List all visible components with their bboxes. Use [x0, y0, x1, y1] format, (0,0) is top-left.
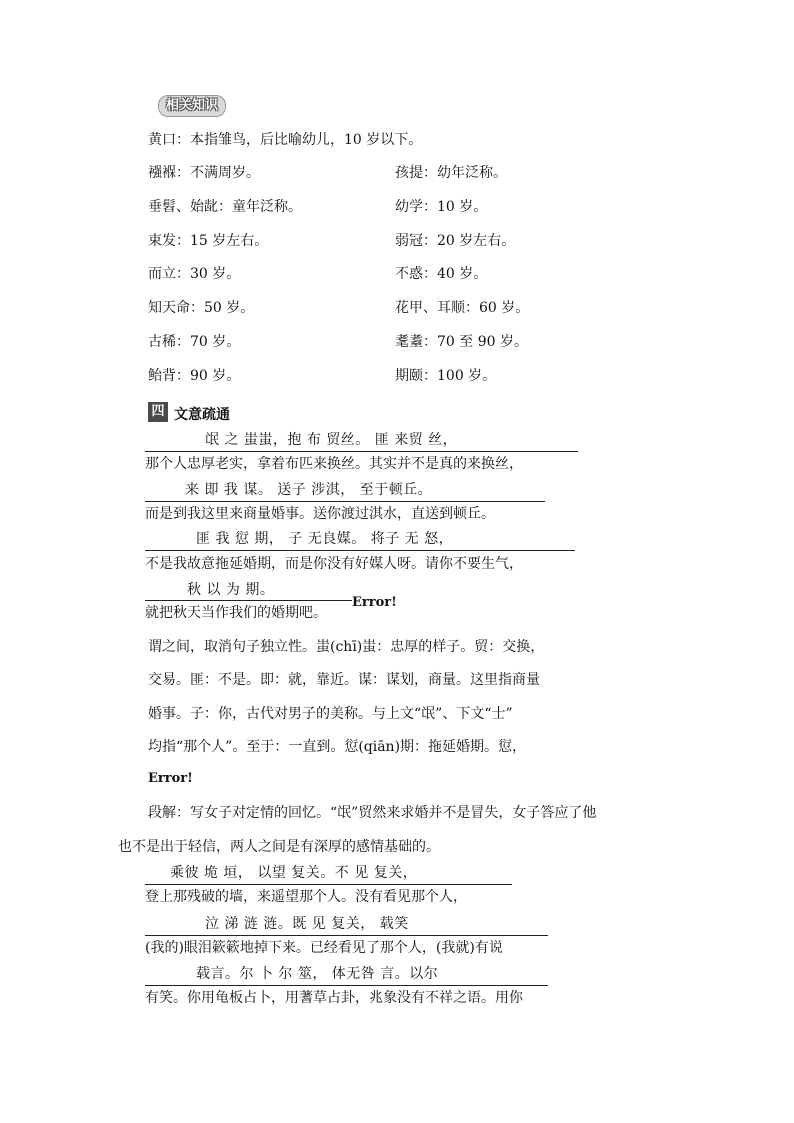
divider-line: [145, 550, 575, 551]
knowledge-left-item: 襁褓：不满周岁。: [148, 165, 260, 181]
related-knowledge-badge: 相关知识: [158, 95, 226, 117]
note-line: 均指“那个人”。至于：一直到。愆(qiān)期：拖延婚期。愆，: [148, 739, 527, 755]
knowledge-right-item: 期颐：100 岁。: [395, 368, 497, 384]
divider-line: [145, 451, 578, 452]
translation-line: 就把秋天当作我们的婚期吧。: [145, 605, 327, 621]
translation-line: 登上那残破的墙，来遥望那个人。没有看见那个人，: [145, 889, 467, 905]
note-line: 婚事。子：你，古代对男子的美称。与上文“氓”、下文“士”: [148, 706, 513, 722]
note-line: 交易。匪：不是。即：就，靠近。谋：谋划，商量。这里指商量: [148, 672, 540, 688]
divider-line: [145, 884, 512, 885]
knowledge-right-item: 不惑：40 岁。: [395, 266, 488, 282]
knowledge-right-item: 花甲、耳顺：60 岁。: [395, 300, 530, 316]
original-line: 来 即 我 谋。 送子 涉淇， 至于顿丘。: [185, 482, 433, 498]
original-line: 匪 我 愆 期， 子 无良媒。 将子 无 怒，: [196, 531, 454, 547]
error-label: Error!: [352, 595, 397, 610]
translation-line: 而是到我这里来商量婚事。送你渡过淇水，直送到顿丘。: [145, 506, 495, 522]
knowledge-right-item: 孩提：幼年泛称。: [395, 165, 507, 181]
translation-line: (我的)眼泪簌簌地掉下来。已经看见了那个人，(我就)有说: [145, 940, 503, 956]
translation-line: 不是我故意拖延婚期，而是你没有好媒人呀。请你不要生气，: [145, 556, 523, 572]
knowledge-right-item: 幼学：10 岁。: [395, 199, 488, 215]
knowledge-left-item: 束发：15 岁左右。: [148, 233, 269, 249]
translation-line: 那个人忠厚老实，拿着布匹来换丝。其实并不是真的来换丝，: [145, 456, 523, 472]
analysis-line: 段解：写女子对定情的回忆。“氓”贸然来求婚并不是冒失，女子答应了他: [148, 805, 597, 821]
knowledge-right-item: 弱冠：20 岁左右。: [395, 233, 516, 249]
analysis-line: 也不是出于轻信，两人之间是有深厚的感情基础的。: [118, 839, 440, 855]
divider-line: [145, 501, 545, 502]
knowledge-left-item: 而立：30 岁。: [148, 266, 241, 282]
original-line: 秋 以 为 期。: [187, 582, 275, 598]
knowledge-left-item: 古稀：70 岁。: [148, 334, 241, 350]
knowledge-right-item: 耄耋：70 至 90 岁。: [395, 334, 528, 350]
translation-line: 有笑。你用龟板占卜，用蓍草占卦，兆象没有不祥之语。用你: [145, 990, 523, 1006]
knowledge-left-item: 垂髫、始龀：童年泛称。: [148, 199, 302, 215]
divider-line: [145, 985, 548, 986]
original-line: 乘彼 垝 垣， 以望 复关。不 见 复关，: [170, 865, 418, 881]
knowledge-left-item: 知天命：50 岁。: [148, 300, 255, 316]
original-line: 泣 涕 涟 涟。既 见 复关， 载笑: [205, 916, 409, 932]
knowledge-huangkou: 黄口：本指雏鸟，后比喻幼儿，10 岁以下。: [148, 132, 423, 148]
section-number: 四: [148, 402, 168, 422]
section-title: 文意疏通: [174, 407, 230, 423]
knowledge-left-item: 鲐背：90 岁。: [148, 368, 241, 384]
original-line: 氓 之 蚩蚩，抱 布 贸丝。 匪 来贸 丝，: [205, 432, 458, 448]
divider-line: [145, 600, 352, 601]
error-label: Error!: [148, 771, 193, 786]
divider-line: [145, 935, 548, 936]
note-line: 谓之间，取消句子独立性。蚩(chī)蚩：忠厚的样子。贸：交换，: [148, 639, 545, 655]
original-line: 载言。尔 卜 尔 筮， 体无咎 言。以尔: [196, 966, 439, 982]
